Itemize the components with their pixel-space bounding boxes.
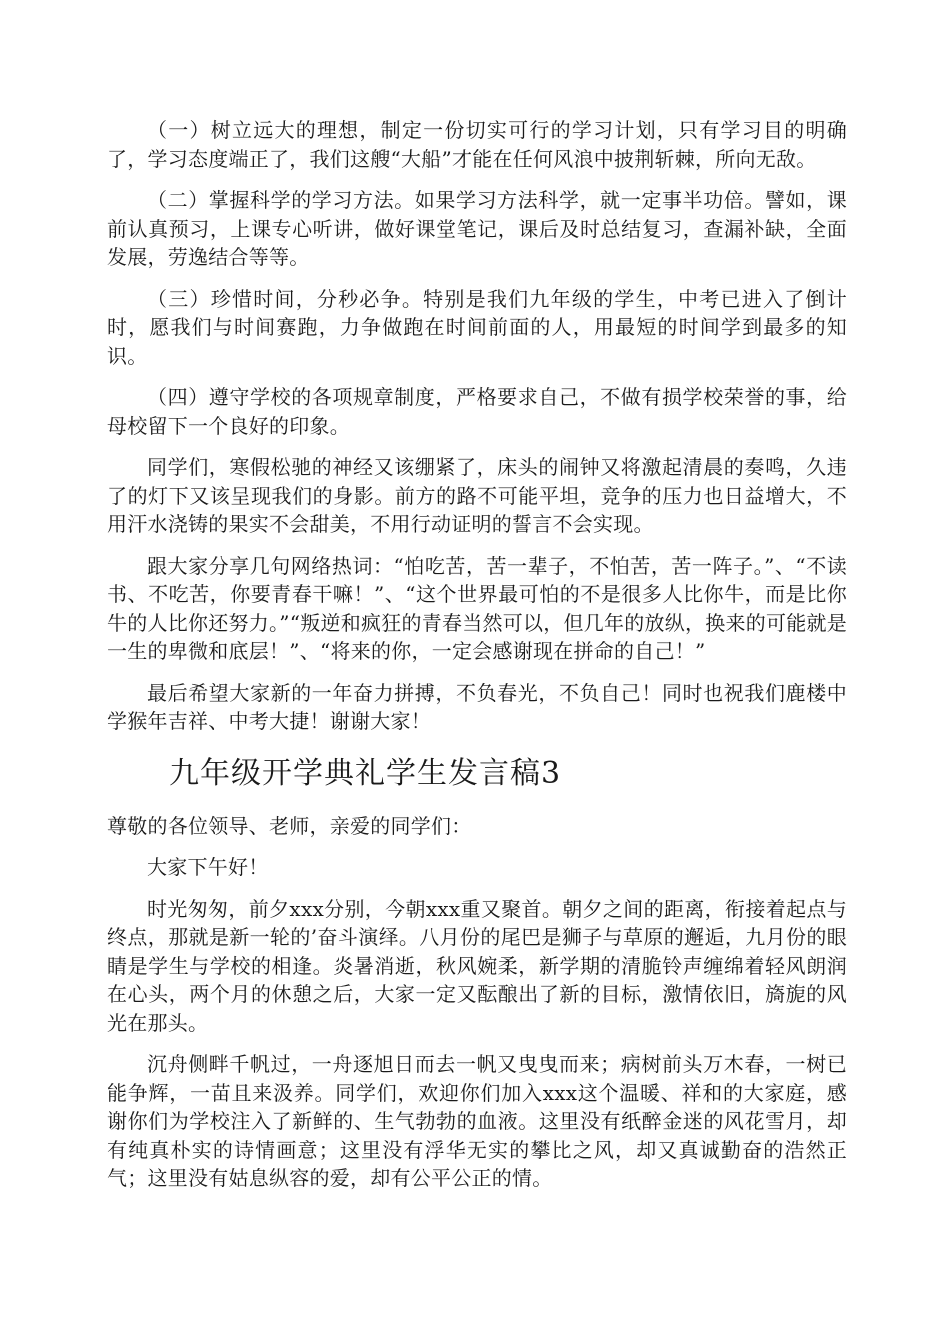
paragraph-goal-3: （三）珍惜时间，分秒必争。特别是我们九年级的学生，中考已进入了倒计时，愿我们与时间赛跑，力争做跑在时间前面的人，用最短的时间学到最多的知识。 (107, 286, 847, 368)
paragraph-goal-1: （一）树立远大的理想，制定一份切实可行的学习计划，只有学习目的明确了，学习态度端正了，我们这艘“大船”才能在任何风浪中披荆斩棘，所向无敌。 (107, 118, 847, 171)
section-heading: 九年级开学典礼学生发言稿3 (169, 755, 562, 791)
paragraph-time: 时光匆匆，前夕xxx分别，今朝xxx重又聚首。朝夕之间的距离，衔接着起点与终点，那就是新一轮的’奋斗演绎。八月份的尾巴是狮子与草原的邂逅，九月份的眼睛是学生与学校的相逢。炎暑消逝，秋风婉柔，新学期的清脆铃声缠绵着轻风朗润在心头，两个月的休憩之后，大家一定又酝酿出了新的目标，激情依旧，旖旎的风光在那头。 (107, 896, 847, 1035)
paragraph-goal-4: （四）遵守学校的各项规章制度，严格要求自己，不做有损学校荣誉的事，给母校留下一个良好的印象。 (107, 385, 847, 438)
paragraph-encouragement: 同学们，寒假松驰的神经又该绷紧了，床头的闹钟又将激起清晨的奏鸣，久违了的灯下又该呈现我们的身影。前方的路不可能平坦，竞争的压力也日益增大，不用汗水浇铸的果实不会甜美，不用行动证明的誓言不会实现。 (107, 455, 847, 536)
document-body (107, 116, 847, 1206)
greeting: 大家下午好！ (147, 855, 269, 879)
paragraph-quotes: 跟大家分享几句网络热词：“怕吃苦，苦一辈子，不怕苦，苦一阵子。”、“不读书、不吃苦，你要青春干嘛！”、“这个世界最可怕的不是很多人比你牛，而是比你牛的人比你还努力。”“叛逆和疯狂的青春当然可以，但几年的放纵，换来的可能就是一生的卑微和底层！”、“将来的你，一定会感谢现在拼命的自己！” (107, 553, 847, 663)
paragraph-goal-2: （二）掌握科学的学习方法。如果学习方法科学，就一定事半功倍。譬如，课前认真预习，上课专心听讲，做好课堂笔记，课后及时总结复习，查漏补缺，全面发展，劳逸结合等等。 (107, 188, 847, 269)
salutation: 尊敬的各位领导、老师，亲爱的同学们： (107, 813, 472, 838)
paragraph-welcome: 沉舟侧畔千帆过，一舟逐旭日而去一帆又曳曳而来；病树前头万木春，一树已能争辉，一苗且来汲养。同学们，欢迎你们加入xxx这个温暖、祥和的大家庭，感谢你们为学校注入了新鲜的、生气勃勃的血液。这里没有纸醉金迷的风花雪月，却有纯真朴实的诗情画意；这里没有浮华无实的攀比之风，却又真诚勤奋的浩然正气；这里没有姑息纵容的爱，却有公平公正的情。 (107, 1052, 847, 1190)
paragraph-closing: 最后希望大家新的一年奋力拼搏，不负春光，不负自己！同时也祝我们鹿楼中学猴年吉祥、中考大捷！谢谢大家！ (107, 680, 847, 733)
